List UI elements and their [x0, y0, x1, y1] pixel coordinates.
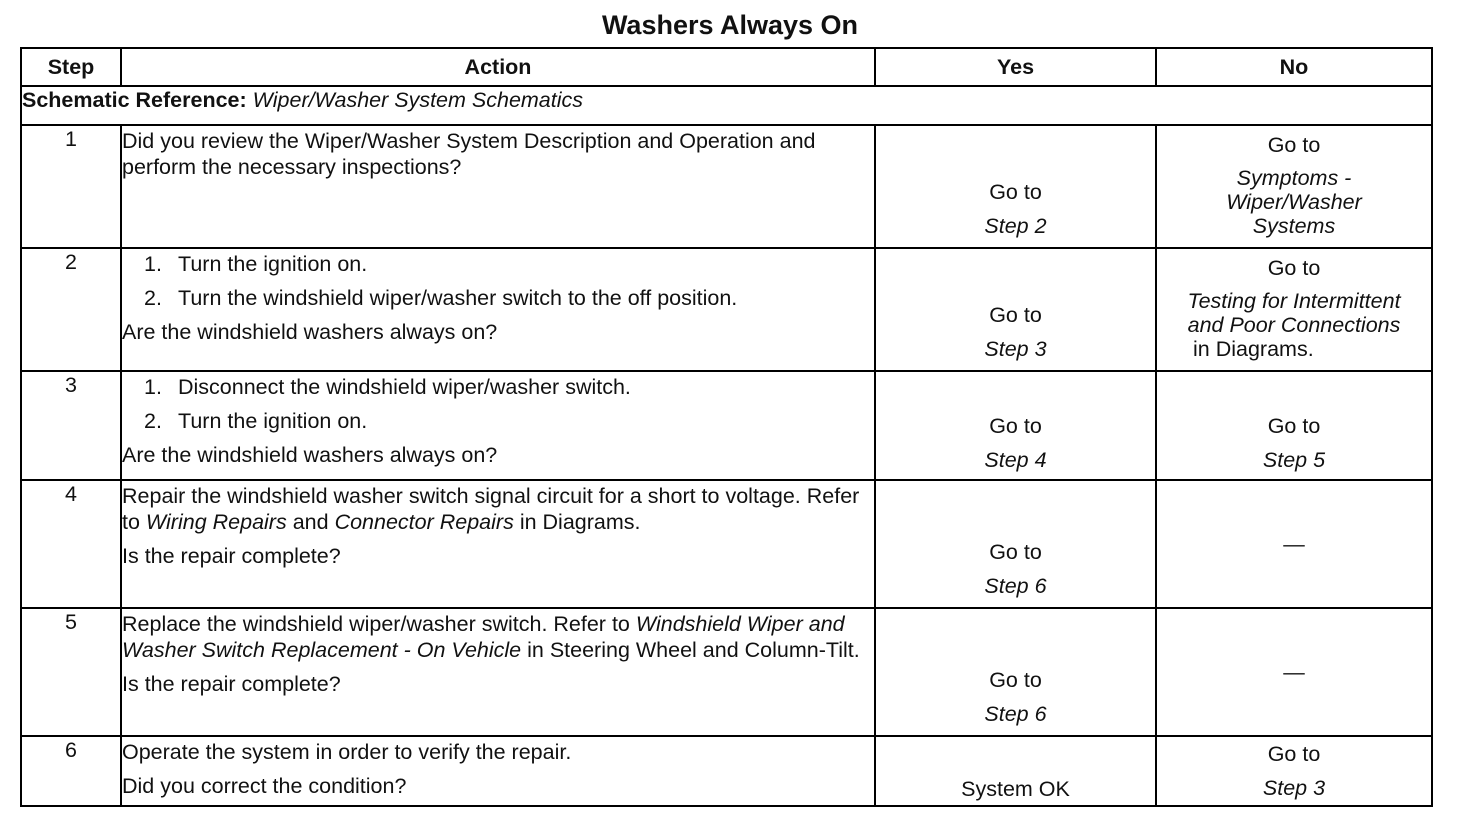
action-text	[122, 481, 874, 535]
step-number: 1	[21, 125, 121, 248]
list-text: Turn the ignition on.	[178, 409, 368, 433]
yes-goto: Go to	[989, 668, 1042, 692]
step-no	[1156, 125, 1432, 248]
reference-link: Wiring Repairs	[145, 510, 287, 534]
step-no	[1156, 248, 1432, 371]
question-text: Did you correct the condition?	[122, 774, 407, 798]
no-target: Step 5	[1262, 448, 1326, 472]
no-target	[1157, 158, 1431, 238]
schematic-reference-row	[21, 86, 1432, 125]
question-text: Are the windshield washers always on?	[122, 320, 498, 344]
no-goto: Go to	[1267, 133, 1321, 157]
list-text: Disconnect the windshield wiper/washer switch.	[178, 375, 631, 399]
yes-target: Step 6	[984, 702, 1047, 726]
step-no	[1156, 371, 1432, 480]
step-action	[121, 480, 875, 608]
step-yes	[875, 125, 1156, 248]
no-goto: Go to	[1267, 742, 1321, 766]
step-no	[1156, 608, 1432, 736]
yes-value: System OK	[961, 777, 1070, 801]
header-no: No	[1156, 48, 1432, 86]
action-text: Did you review the Wiper/Washer System Description and Operation and perform the necessary inspections?	[122, 129, 816, 179]
reference-link: Connector Repairs	[334, 510, 514, 534]
list-item	[122, 400, 874, 434]
header-yes: Yes	[875, 48, 1156, 86]
no-goto: Go to	[1267, 414, 1321, 438]
table-row	[21, 371, 1432, 480]
schematic-reference-link: Wiper/Washer System Schematics	[252, 88, 584, 112]
no-value: —	[1283, 660, 1305, 684]
no-target-line: Symptoms -	[1236, 166, 1352, 190]
yes-target: Step 3	[984, 337, 1047, 361]
no-target-line: and Poor Connections	[1187, 313, 1401, 337]
no-suffix: in Diagrams.	[1193, 337, 1314, 361]
step-yes	[875, 371, 1156, 480]
no-target: Step 3	[1262, 776, 1326, 800]
table-row	[21, 736, 1432, 806]
list-number: 2.	[144, 286, 162, 310]
list-item	[122, 372, 874, 400]
step-yes	[875, 736, 1156, 806]
table-row	[21, 125, 1432, 248]
action-text	[122, 609, 874, 663]
yes-goto: Go to	[989, 180, 1042, 204]
yes-target: Step 6	[984, 574, 1047, 598]
action-text-part: Replace the windshield wiper/washer switch. Refer to	[122, 612, 630, 636]
no-target-line: Wiper/Washer	[1226, 190, 1362, 214]
step-no	[1156, 736, 1432, 806]
table-row	[21, 480, 1432, 608]
table-row	[21, 608, 1432, 736]
step-action	[121, 125, 875, 248]
no-goto: Go to	[1267, 256, 1321, 280]
step-number: 4	[21, 480, 121, 608]
no-target-line: Systems	[1252, 214, 1336, 238]
list-number: 2.	[144, 409, 162, 433]
yes-goto: Go to	[989, 540, 1042, 564]
list-text: Turn the ignition on.	[178, 252, 368, 276]
header-step: Step	[21, 48, 121, 86]
question-text: Are the windshield washers always on?	[122, 443, 498, 467]
list-number: 1.	[144, 252, 162, 276]
step-action	[121, 371, 875, 480]
no-value: —	[1283, 532, 1305, 556]
yes-target: Step 4	[984, 448, 1047, 472]
step-action	[121, 736, 875, 806]
yes-target: Step 2	[984, 214, 1047, 238]
action-text-part: Repair the windshield washer switch signal circuit for a short to voltage. Refer to	[122, 484, 860, 534]
header-action: Action	[121, 48, 875, 86]
action-text: Operate the system in order to verify the repair.	[122, 740, 572, 764]
diagnostic-table	[20, 47, 1433, 807]
schematic-reference-label: Schematic Reference:	[22, 88, 247, 112]
step-number: 5	[21, 608, 121, 736]
action-text-part: and	[292, 510, 329, 534]
step-number: 2	[21, 248, 121, 371]
action-text-part: in Diagrams.	[519, 510, 641, 534]
question-text: Is the repair complete?	[122, 544, 341, 568]
reference-link: Windshield Wiper and Washer Switch Replacement - On Vehicle	[122, 612, 845, 662]
list-item	[122, 277, 874, 311]
yes-goto: Go to	[989, 414, 1042, 438]
yes-goto: Go to	[989, 303, 1042, 327]
step-yes	[875, 608, 1156, 736]
step-number: 3	[21, 371, 121, 480]
step-number: 6	[21, 736, 121, 806]
step-action	[121, 248, 875, 371]
page-title: Washers Always On	[601, 10, 859, 40]
list-item	[122, 249, 874, 277]
list-number: 1.	[144, 375, 162, 399]
step-no	[1156, 480, 1432, 608]
no-target	[1157, 281, 1431, 337]
list-text: Turn the windshield wiper/washer switch to the off position.	[178, 286, 738, 310]
no-target-line: Testing for Intermittent	[1187, 289, 1401, 313]
schematic-reference	[21, 86, 1432, 125]
step-yes	[875, 480, 1156, 608]
step-yes	[875, 248, 1156, 371]
step-action	[121, 608, 875, 736]
header-row	[21, 48, 1432, 86]
table-row	[21, 248, 1432, 371]
action-text-part: in Steering Wheel and Column-Tilt.	[527, 638, 860, 662]
question-text: Is the repair complete?	[122, 672, 341, 696]
